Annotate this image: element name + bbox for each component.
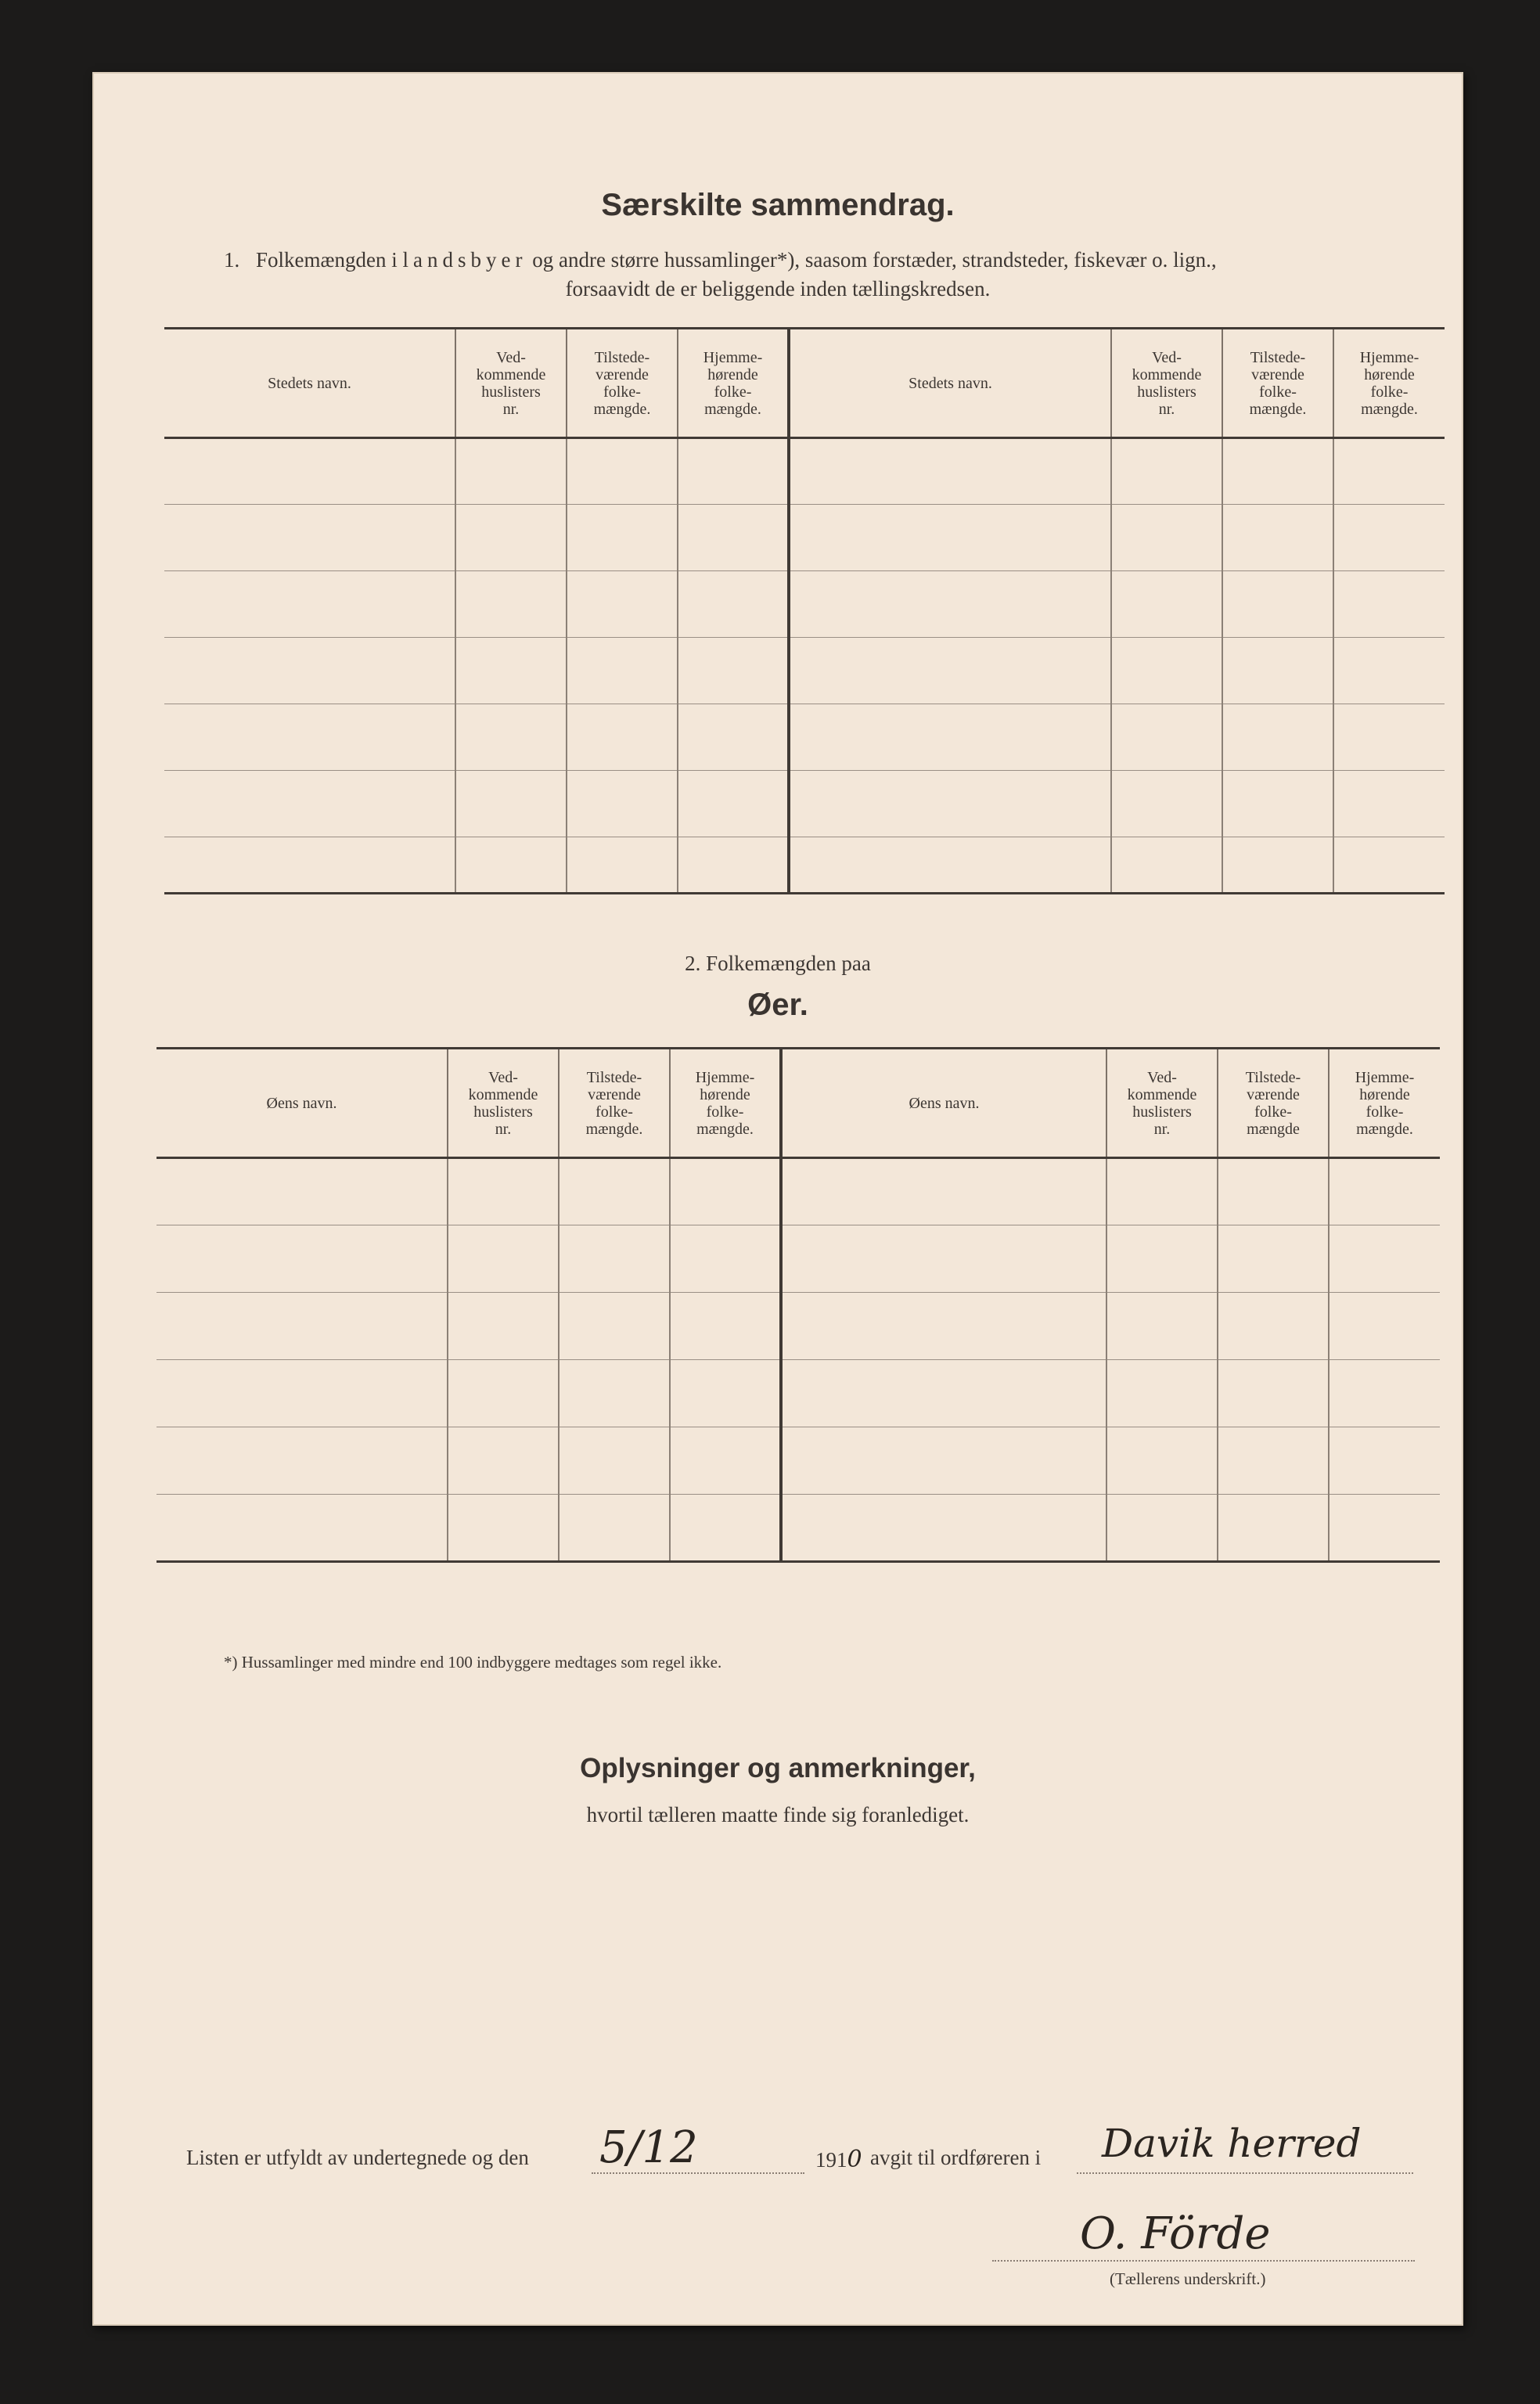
cell — [1333, 438, 1445, 505]
cell — [455, 571, 567, 638]
year-handwritten: 0 — [847, 2146, 862, 2173]
cell — [1222, 505, 1333, 571]
footnote: *) Hussamlinger med mindre end 100 indbyggere medtages som regel ikke. — [224, 1653, 722, 1672]
cell — [1222, 438, 1333, 505]
cell — [1222, 704, 1333, 771]
table-row — [157, 1360, 1440, 1427]
table-row — [164, 571, 1445, 638]
cell — [157, 1427, 448, 1495]
cell — [455, 771, 567, 837]
header-stedets-navn-2: Stedets navn. — [789, 329, 1111, 438]
cell — [1333, 771, 1445, 837]
cell — [157, 1158, 448, 1225]
table-row — [164, 438, 1445, 505]
table-row — [157, 1158, 1440, 1225]
cell — [157, 1293, 448, 1360]
cell — [1329, 1495, 1440, 1562]
section1-number: 1. — [224, 248, 240, 272]
cell — [1111, 505, 1222, 571]
cell — [559, 1360, 670, 1427]
section1-line2: forsaavidt de er beliggende inden tællingskredsen. — [565, 277, 991, 300]
table-row — [164, 704, 1445, 771]
cell — [1333, 704, 1445, 771]
cell — [567, 638, 678, 704]
remarks-title: Oplysninger og anmerkninger, — [580, 1753, 976, 1783]
cell — [1218, 1293, 1329, 1360]
cell — [781, 1158, 1106, 1225]
handwritten-date: 5/12 — [599, 2122, 698, 2173]
signature-dotted-line — [992, 2260, 1415, 2262]
year-printed: 191 — [815, 2148, 847, 2172]
cell — [670, 1225, 781, 1293]
cell — [164, 505, 455, 571]
cell — [567, 438, 678, 505]
cell — [789, 837, 1111, 894]
cell — [789, 505, 1111, 571]
cell — [164, 704, 455, 771]
cell — [567, 571, 678, 638]
cell — [448, 1495, 559, 1562]
cell — [1222, 571, 1333, 638]
table-row — [164, 837, 1445, 894]
cell — [1111, 837, 1222, 894]
cell — [1106, 1360, 1218, 1427]
cell — [1222, 638, 1333, 704]
signature-text-b: avgit til ordføreren i — [870, 2146, 1042, 2169]
cell — [448, 1293, 559, 1360]
cell — [157, 1495, 448, 1562]
cell — [559, 1495, 670, 1562]
cell — [567, 704, 678, 771]
header-huslisters-nr-2: Ved- kommende huslisters nr. — [1106, 1049, 1218, 1158]
header-stedets-navn: Stedets navn. — [164, 329, 455, 438]
header-huslisters-nr: Ved- kommende huslisters nr. — [455, 329, 567, 438]
census-form-page — [92, 72, 1463, 2326]
section1-line1 — [224, 248, 1217, 272]
cell — [567, 771, 678, 837]
cell — [678, 571, 789, 638]
cell — [670, 1360, 781, 1427]
cell — [1106, 1225, 1218, 1293]
cell — [567, 505, 678, 571]
signature-caption: (Tællerens underskrift.) — [1110, 2269, 1266, 2288]
header-tilstedevaerende-2: Tilstede- værende folke- mængde — [1218, 1049, 1329, 1158]
section1-text-b: og andre større hussamlinger*), saasom forstæder, strandsteder, fiskevær o. lign., — [532, 248, 1217, 272]
cell — [678, 704, 789, 771]
header-huslisters-nr: Ved- kommende huslisters nr. — [448, 1049, 559, 1158]
cell — [670, 1427, 781, 1495]
cell — [678, 505, 789, 571]
cell — [157, 1225, 448, 1293]
section1-spaced-word: landsbyer — [402, 248, 527, 272]
table-row — [157, 1427, 1440, 1495]
landsbyer-table — [164, 327, 1445, 894]
cell — [1111, 571, 1222, 638]
section2-title: Øer. — [747, 988, 808, 1022]
header-hjemmehorende-2: Hjemme- hørende folke- mængde. — [1329, 1049, 1440, 1158]
cell — [1329, 1293, 1440, 1360]
section2-line: 2. Folkemængden paa — [685, 952, 871, 975]
cell — [559, 1158, 670, 1225]
header-hjemmehorende: Hjemme- hørende folke- mængde. — [670, 1049, 781, 1158]
cell — [1218, 1495, 1329, 1562]
section-title: Særskilte sammendrag. — [601, 188, 955, 222]
header-huslisters-nr-2: Ved- kommende huslisters nr. — [1111, 329, 1222, 438]
cell — [1106, 1495, 1218, 1562]
cell — [1106, 1293, 1218, 1360]
cell — [789, 638, 1111, 704]
cell — [678, 837, 789, 894]
cell — [781, 1360, 1106, 1427]
cell — [1222, 771, 1333, 837]
signature-year — [815, 2146, 862, 2173]
cell — [1218, 1225, 1329, 1293]
cell — [1218, 1427, 1329, 1495]
oer-table — [157, 1047, 1440, 1563]
cell — [678, 438, 789, 505]
header-oens-navn: Øens navn. — [157, 1049, 448, 1158]
cell — [781, 1225, 1106, 1293]
cell — [678, 771, 789, 837]
cell — [455, 505, 567, 571]
cell — [164, 837, 455, 894]
table-row — [164, 505, 1445, 571]
cell — [455, 438, 567, 505]
cell — [559, 1427, 670, 1495]
cell — [670, 1293, 781, 1360]
handwritten-signature: O. Förde — [1080, 2208, 1271, 2259]
table-row — [157, 1225, 1440, 1293]
cell — [1111, 771, 1222, 837]
cell — [1333, 638, 1445, 704]
cell — [448, 1158, 559, 1225]
section1-text-a: Folkemængden i — [256, 248, 398, 272]
cell — [448, 1360, 559, 1427]
cell — [670, 1158, 781, 1225]
cell — [781, 1293, 1106, 1360]
cell — [1106, 1158, 1218, 1225]
cell — [1222, 837, 1333, 894]
cell — [164, 638, 455, 704]
cell — [164, 438, 455, 505]
cell — [455, 837, 567, 894]
cell — [789, 438, 1111, 505]
cell — [781, 1427, 1106, 1495]
header-tilstedevaerende: Tilstede- værende folke- mængde. — [559, 1049, 670, 1158]
header-hjemmehorende-2: Hjemme- hørende folke- mængde. — [1333, 329, 1445, 438]
cell — [455, 704, 567, 771]
table-row — [157, 1495, 1440, 1562]
cell — [781, 1495, 1106, 1562]
cell — [455, 638, 567, 704]
header-tilstedevaerende: Tilstede- værende folke- mængde. — [567, 329, 678, 438]
header-hjemmehorende: Hjemme- hørende folke- mængde. — [678, 329, 789, 438]
remarks-subtitle: hvortil tælleren maatte finde sig foranlediget. — [586, 1803, 970, 1826]
cell — [1333, 571, 1445, 638]
handwritten-place: Davik herred — [1102, 2121, 1362, 2166]
cell — [559, 1225, 670, 1293]
cell — [448, 1427, 559, 1495]
cell — [1111, 638, 1222, 704]
cell — [1333, 505, 1445, 571]
cell — [1111, 704, 1222, 771]
cell — [1329, 1158, 1440, 1225]
cell — [789, 571, 1111, 638]
cell — [1329, 1427, 1440, 1495]
cell — [678, 638, 789, 704]
table-row — [164, 638, 1445, 704]
header-tilstedevaerende-2: Tilstede- værende folke- mængde. — [1222, 329, 1333, 438]
cell — [164, 571, 455, 638]
cell — [567, 837, 678, 894]
cell — [1111, 438, 1222, 505]
cell — [1218, 1360, 1329, 1427]
place-dotted-line — [1077, 2172, 1413, 2174]
table-row — [157, 1293, 1440, 1360]
cell — [1329, 1360, 1440, 1427]
signature-text-a: Listen er utfyldt av undertegnede og den — [186, 2146, 529, 2169]
cell — [789, 704, 1111, 771]
cell — [164, 771, 455, 837]
table-row — [164, 771, 1445, 837]
cell — [1106, 1427, 1218, 1495]
cell — [670, 1495, 781, 1562]
cell — [1218, 1158, 1329, 1225]
cell — [559, 1293, 670, 1360]
cell — [1333, 837, 1445, 894]
cell — [448, 1225, 559, 1293]
cell — [1329, 1225, 1440, 1293]
cell — [789, 771, 1111, 837]
header-oens-navn-2: Øens navn. — [781, 1049, 1106, 1158]
cell — [157, 1360, 448, 1427]
